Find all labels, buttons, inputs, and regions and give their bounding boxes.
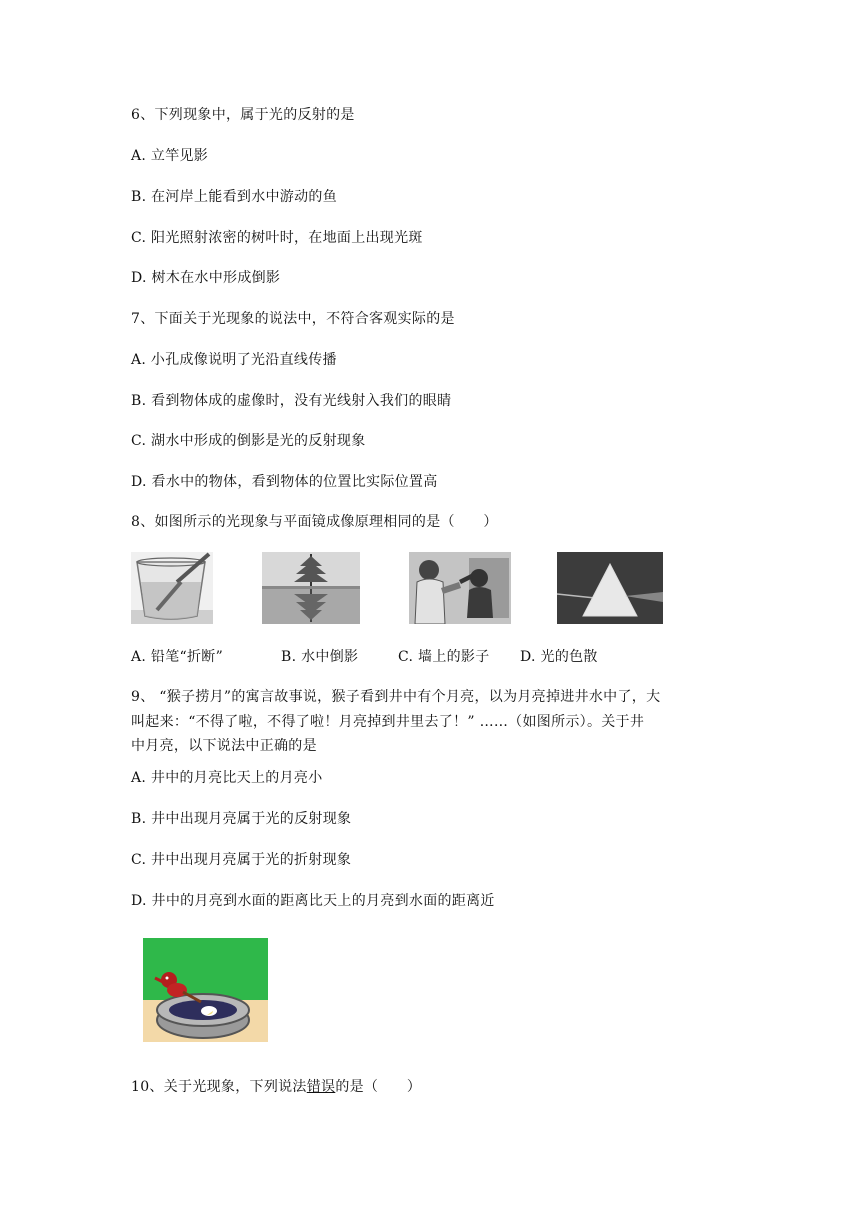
q10-stem-after: 的是（ ） (335, 1079, 422, 1095)
question-6-stem: 6、下列现象中，属于光的反射的是 (131, 107, 355, 123)
question-9-stem-line-1: 9、 “猴子捞月”的寓言故事说，猴子看到井中有个月亮，以为月亮掉进井水中了，大 (131, 689, 661, 705)
q6-option-d: D. 树木在水中形成倒影 (131, 270, 281, 286)
question-9-stem-line-3: 中月亮，以下说法中正确的是 (131, 738, 317, 754)
tree-reflection-photo (262, 552, 360, 624)
q6-option-a: A. 立竿见影 (131, 148, 209, 164)
q6-option-c: C. 阳光照射浓密的树叶时，在地面上出现光斑 (131, 230, 423, 246)
question-9-stem-line-2: 叫起来：“不得了啦，不得了啦！月亮掉到井里去了！” ……（如图所示）。关于井 (131, 714, 645, 730)
q10-stem-before: 10、关于光现象，下列说法 (131, 1079, 307, 1095)
q8-caption-a: A. 铅笔“折断” (131, 649, 224, 665)
monkey-well-illustration (143, 938, 268, 1042)
q9-option-a: A. 井中的月亮比天上的月亮小 (131, 770, 323, 786)
q8-caption-b: B. 水中倒影 (281, 649, 359, 665)
q9-option-c: C. 井中出现月亮属于光的折射现象 (131, 852, 352, 868)
pencil-in-water-photo (131, 552, 213, 624)
question-7-stem: 7、下面关于光现象的说法中，不符合客观实际的是 (131, 311, 455, 327)
q7-option-b: B. 看到物体成的虚像时，没有光线射入我们的眼睛 (131, 393, 452, 409)
question-10-stem (131, 1077, 421, 1097)
q6-option-b: B. 在河岸上能看到水中游动的鱼 (131, 189, 337, 205)
q8-caption-c: C. 墙上的影子 (398, 649, 490, 665)
wall-shadow-photo (409, 552, 511, 624)
q7-option-d: D. 看水中的物体，看到物体的位置比实际位置高 (131, 474, 438, 490)
q9-option-b: B. 井中出现月亮属于光的反射现象 (131, 811, 352, 827)
q9-option-d: D. 井中的月亮到水面的距离比天上的月亮到水面的距离近 (131, 893, 495, 909)
q8-caption-d: D. 光的色散 (520, 649, 598, 665)
question-8-stem: 8、如图所示的光现象与平面镜成像原理相同的是（ ） (131, 514, 498, 530)
q7-option-a: A. 小孔成像说明了光沿直线传播 (131, 352, 337, 368)
q7-option-c: C. 湖水中形成的倒影是光的反射现象 (131, 433, 366, 449)
prism-dispersion-photo (557, 552, 663, 624)
q10-stem-underlined: 错误 (306, 1079, 336, 1095)
